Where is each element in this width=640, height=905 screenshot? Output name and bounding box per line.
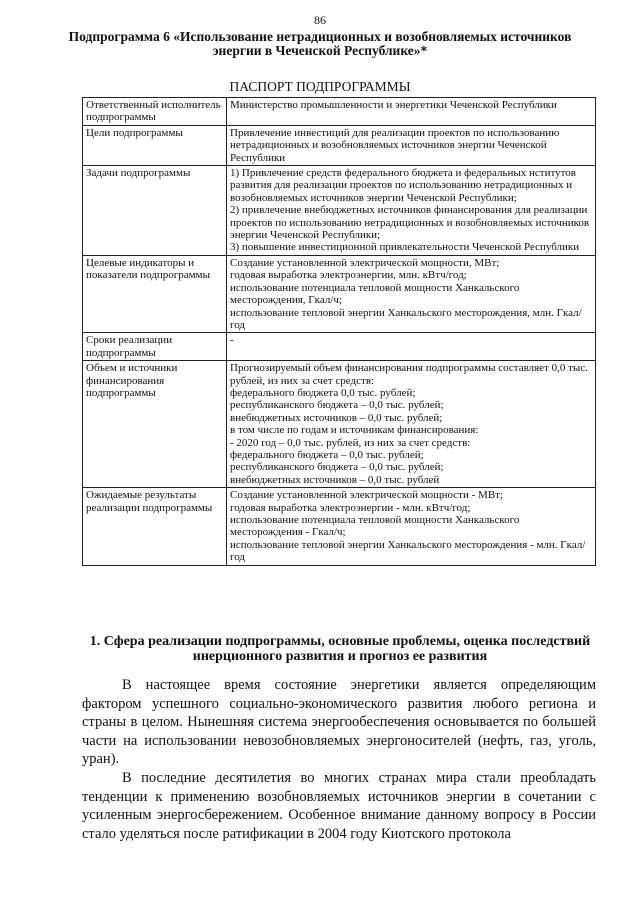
passport-row bbox=[83, 125, 596, 165]
passport-table bbox=[82, 97, 596, 566]
value-line: федерального бюджета – 0,0 тыс. рублей; bbox=[230, 448, 424, 461]
passport-row bbox=[83, 255, 596, 332]
value-line: 1) Привлечение средств федерального бюджета и федеральных нститутов развития для реализации проектов по использованию нетрадиционных и возобновляемых источников энергии Чеченской Республики; bbox=[230, 167, 577, 204]
value-line: использование потенциала тепловой мощности Ханкальского месторождения, Гкал/ч; bbox=[230, 281, 520, 307]
value-line: использование тепловой энергии Ханкальского месторождения, млн. Гкал/год bbox=[230, 306, 582, 331]
paragraph: В настоящее время состояние энергетики является определяющим фактором успешного социально-экономического развития любого региона и страны в целом. Нынешняя система энергообеспечения основывается по большей части на использовании невозобновляемых энергоносителей (нефть, газ, уголь, уран). bbox=[82, 677, 596, 768]
value-line: федерального бюджета 0,0 тыс. рублей; bbox=[230, 386, 416, 399]
page-number: 86 bbox=[314, 13, 326, 27]
passport-row bbox=[83, 166, 596, 256]
value-line: годовая выработка электроэнергии, млн. кВтч/год; bbox=[230, 269, 467, 282]
value-line: республиканского бюджета – 0,0 тыс. рублей; bbox=[230, 399, 444, 412]
value-line: - bbox=[230, 334, 234, 347]
value-line: Привлечение инвестиций для реализации проектов по использованию нетрадиционных и возобновляемых источников энергии Чеченской Республики bbox=[230, 126, 560, 164]
value-line: Создание установленной электрической мощности - МВт; bbox=[230, 489, 504, 502]
passport-row-value bbox=[227, 255, 596, 332]
value-line: 2) привлечение внебюджетных источников финансирования для реализации проектов по использованию нетрадиционных и возобновляемых источников энергии Чеченской Республики; bbox=[230, 204, 590, 242]
passport-row-value bbox=[227, 125, 596, 165]
value-line: внебюджетных источников – 0,0 тыс. рублей bbox=[230, 473, 440, 486]
passport-heading: ПАСПОРТ ПОДПРОГРАММЫ bbox=[229, 79, 411, 94]
passport-row-value bbox=[227, 166, 596, 256]
passport-row-label: Целевые индикаторы и показатели подпрограммы bbox=[83, 255, 227, 332]
value-line: Создание установленной электрической мощности, МВт; bbox=[230, 256, 500, 269]
value-line: использование потенциала тепловой мощности Ханкальского месторождения - Гкал/ч; bbox=[230, 514, 520, 539]
value-line: - 2020 год – 0,0 тыс. рублей, из них за счет средств: bbox=[230, 436, 471, 449]
passport-row-label: Ответственный исполнитель подпрограммы bbox=[83, 98, 227, 126]
passport-row bbox=[83, 361, 596, 488]
value-line: 3) повышение инвестиционной привлекательности Чеченской Республики bbox=[230, 241, 580, 254]
value-line: Министерство промышленности и энергетики Чеченской Республики bbox=[230, 99, 557, 111]
subprogram-title: Подпрограмма 6 «Использование нетрадиционных и возобновляемых источников энергии в Чеченской Республике»* bbox=[68, 29, 572, 58]
passport-row-label: Объем и источники финансирования подпрограммы bbox=[83, 361, 227, 488]
value-line: в том числе по годам и источникам финансирования: bbox=[230, 424, 479, 437]
paragraph: В последние десятилетия во многих странах мира стали преобладать тенденции к применению возобновляемых источников энергии в сочетании с усиленным энергосбережением. Особенное внимание данному вопросу в России стало уделяться после ратификации в 2004 году Киотского протокола bbox=[82, 770, 596, 842]
section-title: 1. Сфера реализации подпрограммы, основные проблемы, оценка последствий инерционного развития и прогноз ее развития bbox=[89, 634, 591, 664]
value-line: использование тепловой энергии Ханкальского месторождения - млн. Гкал/год bbox=[230, 538, 586, 564]
value-line: внебюджетных источников – 0,0 тыс. рублей; bbox=[230, 411, 443, 424]
passport-row bbox=[83, 488, 596, 565]
passport-row bbox=[83, 333, 596, 361]
value-line: республиканского бюджета – 0,0 тыс. рублей; bbox=[230, 461, 444, 474]
passport-row-value bbox=[227, 488, 596, 565]
passport-row-label: Сроки реализации подпрограммы bbox=[83, 333, 227, 361]
value-line: Прогнозируемый объем финансирования подпрограммы составляет 0,0 тыс. рублей, из них за счет средств: bbox=[230, 362, 588, 387]
passport-row-label: Задачи подпрограммы bbox=[83, 166, 227, 256]
passport-row-label: Ожидаемые результаты реализации подпрограммы bbox=[83, 488, 227, 565]
value-line: годовая выработка электроэнергии - млн. кВтч/год; bbox=[230, 501, 471, 514]
passport-row-label: Цели подпрограммы bbox=[83, 125, 227, 165]
passport-row-value bbox=[227, 361, 596, 488]
passport-row-value bbox=[227, 333, 596, 361]
passport-row-value bbox=[227, 98, 596, 126]
passport-row bbox=[83, 98, 596, 126]
